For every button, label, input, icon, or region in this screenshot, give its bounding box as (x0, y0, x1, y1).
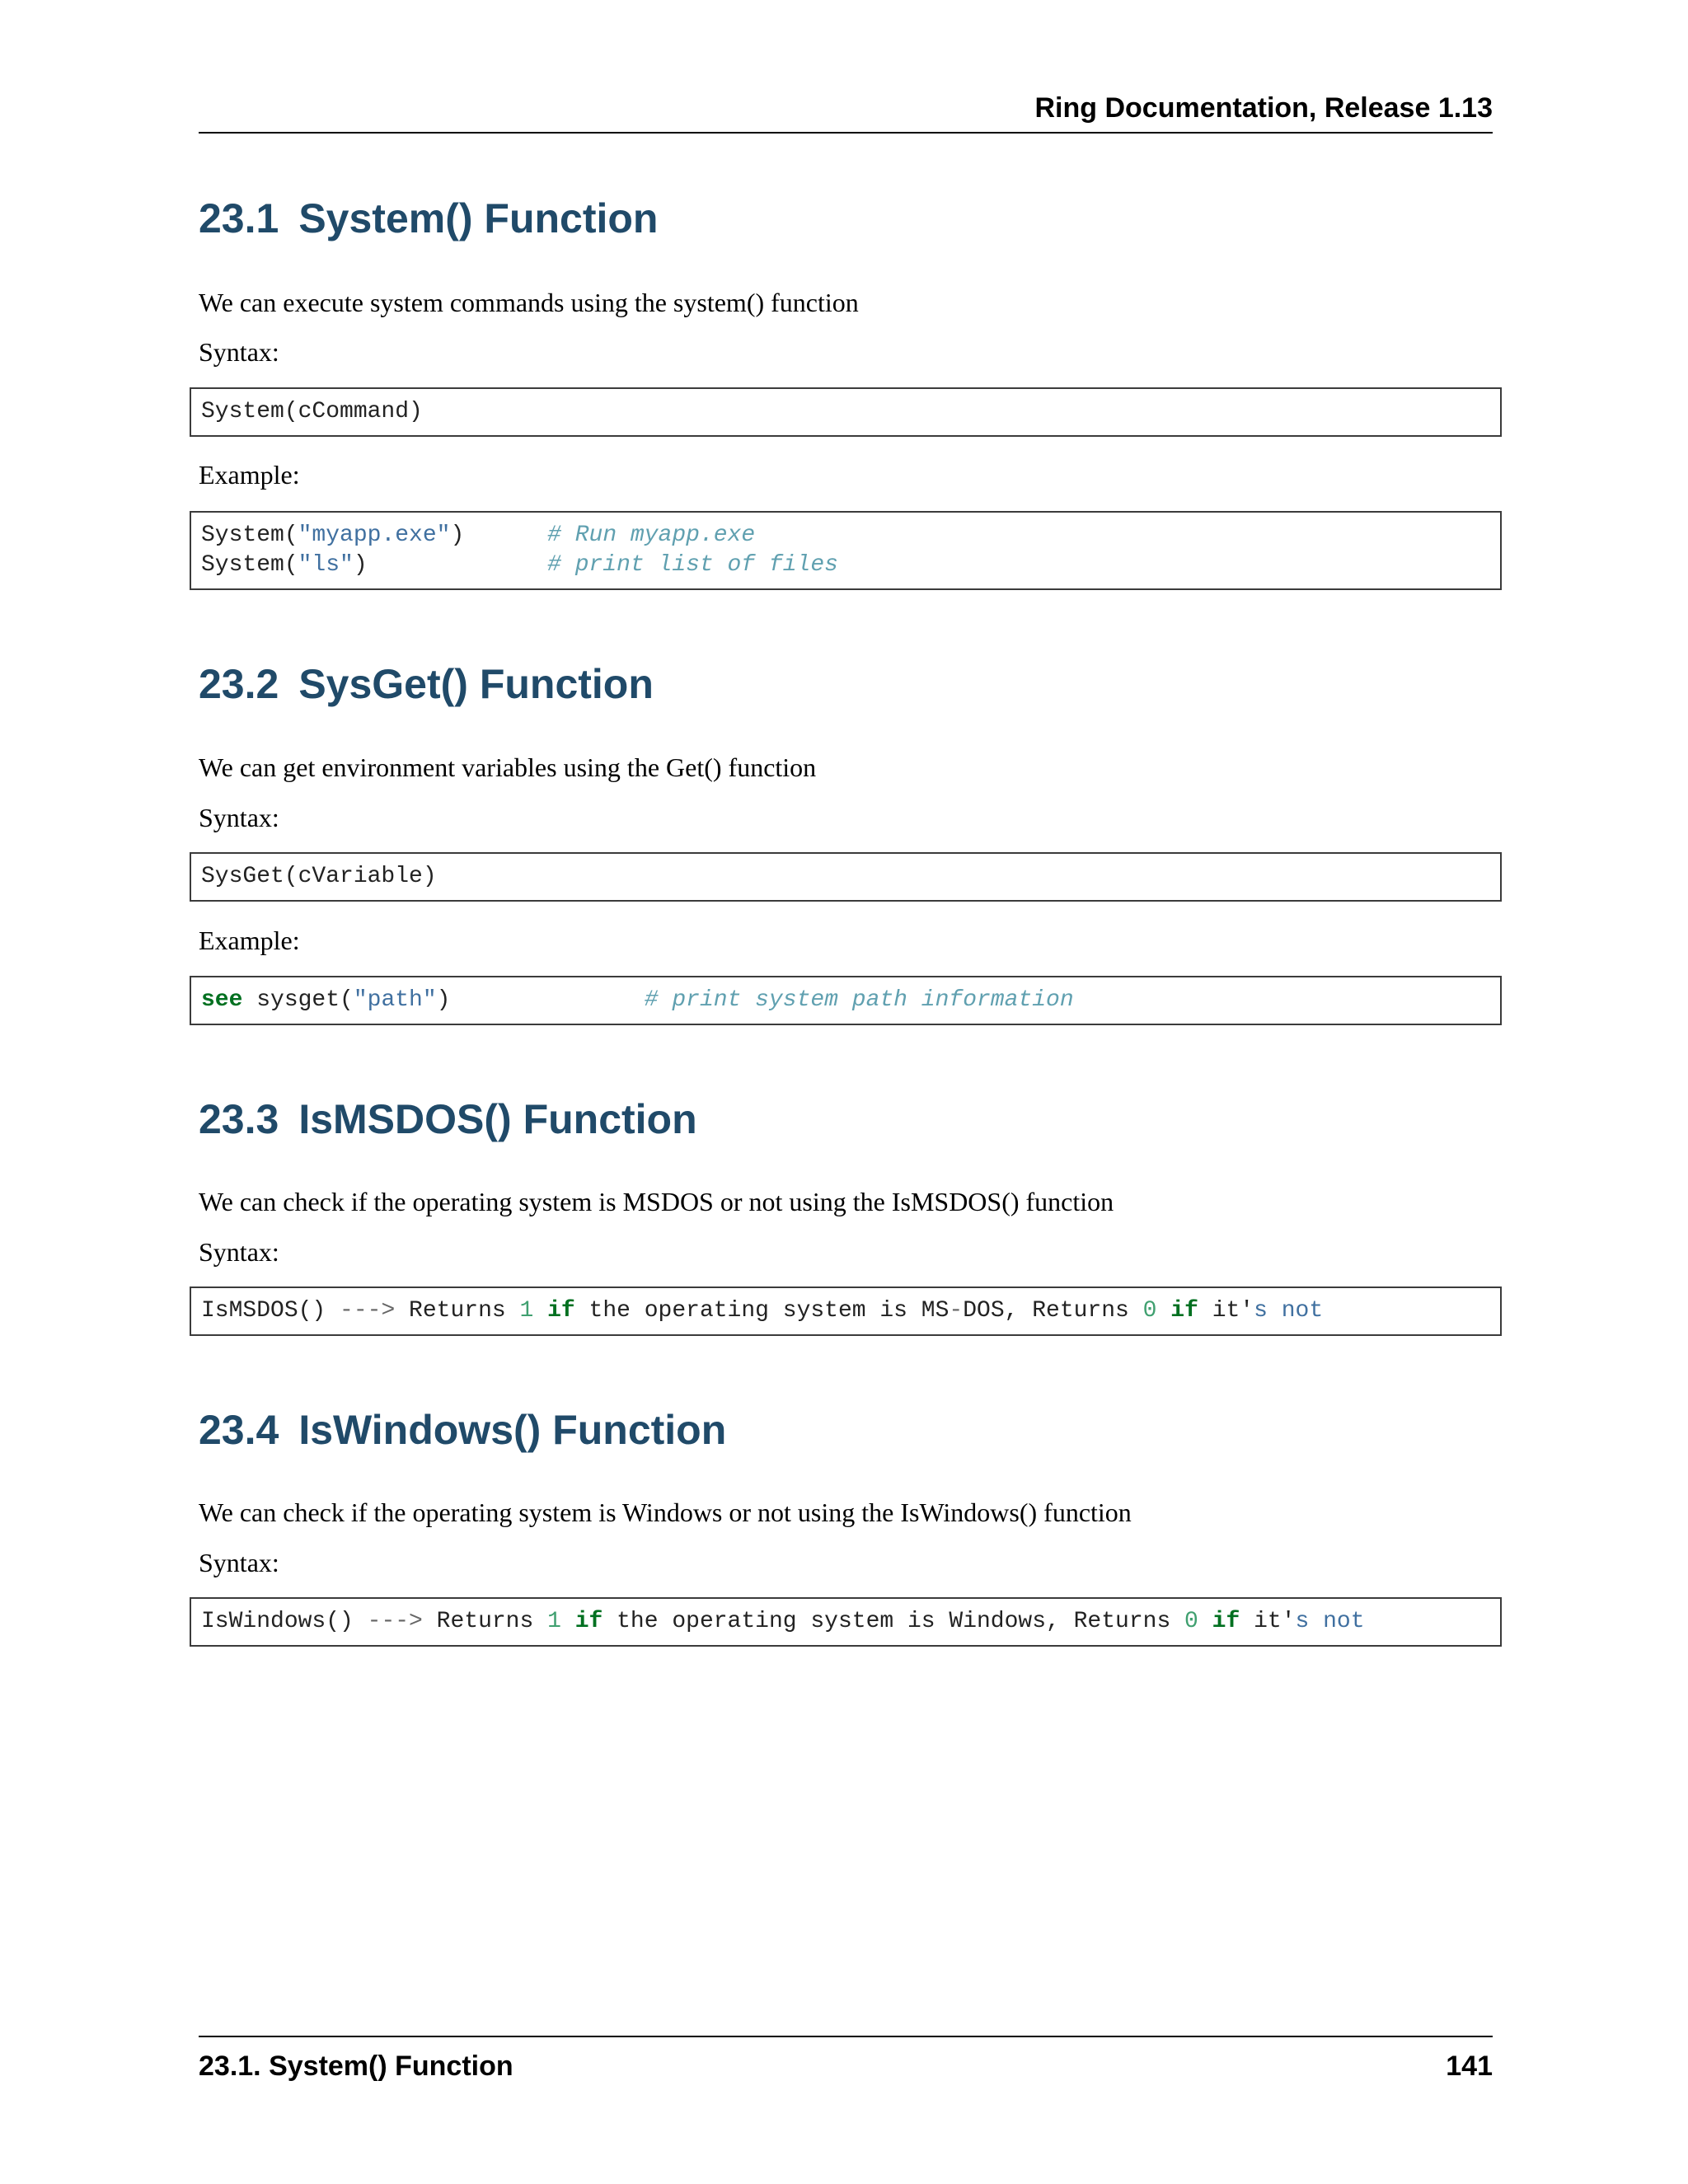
example-code-block (190, 511, 1502, 590)
section-number: 23.4 (199, 1407, 279, 1453)
section-title: IsWindows() Function (298, 1407, 727, 1453)
example-code-block (190, 976, 1502, 1025)
section-heading-23-2 (199, 663, 654, 705)
code-line: System("ls") # print list of files (201, 552, 838, 578)
section-heading-23-4 (199, 1409, 726, 1451)
code-comment: # print system path information (644, 987, 1074, 1013)
code-line: IsWindows() ---> Returns 1 if the operating system is Windows, Returns 0 if it's not (201, 1609, 1365, 1634)
section-intro: We can execute system commands using the system() function (199, 288, 859, 317)
syntax-label: Syntax: (199, 1548, 279, 1577)
section-heading-23-3 (199, 1096, 697, 1142)
header-title: Ring Documentation, Release 1.13 (1034, 92, 1493, 124)
section-number: 23.2 (199, 661, 279, 707)
syntax-code-block (190, 387, 1502, 437)
example-label: Example: (199, 460, 300, 490)
section-heading-23-1 (199, 195, 659, 241)
code-line: System(cCommand) (201, 399, 423, 424)
section-number: 23.3 (199, 1096, 279, 1142)
syntax-label: Syntax: (199, 803, 279, 832)
example-label: Example: (199, 926, 300, 955)
page-header (199, 91, 1493, 134)
code-line: SysGet(cVariable) (201, 864, 437, 889)
code-comment: # print list of files (547, 552, 838, 578)
syntax-code-block (190, 1286, 1502, 1336)
code-comment: # Run myapp.exe (547, 523, 756, 548)
section-title: System() Function (298, 195, 659, 241)
syntax-code-block (190, 1597, 1502, 1647)
code-line: see sysget("path") # print system path information (201, 987, 1074, 1013)
section-title: SysGet() Function (298, 661, 654, 707)
syntax-label: Syntax: (199, 337, 279, 367)
syntax-code-block (190, 852, 1502, 902)
section-intro: We can get environment variables using the Get() function (199, 752, 817, 782)
section-intro: We can check if the operating system is MSDOS or not using the IsMSDOS() function (199, 1187, 1114, 1216)
page-number: 141 (1446, 2050, 1493, 2082)
syntax-label: Syntax: (199, 1237, 279, 1267)
page-footer (199, 2036, 1493, 2082)
code-line: System("myapp.exe") # Run myapp.exe (201, 523, 756, 548)
section-intro: We can check if the operating system is Windows or not using the IsWindows() function (199, 1497, 1132, 1527)
footer-section-title: 23.1. System() Function (199, 2050, 513, 2082)
section-title: IsMSDOS() Function (298, 1096, 697, 1142)
code-line: IsMSDOS() ---> Returns 1 if the operating system is MS-DOS, Returns 0 if it's not (201, 1298, 1324, 1324)
section-number: 23.1 (199, 195, 279, 241)
